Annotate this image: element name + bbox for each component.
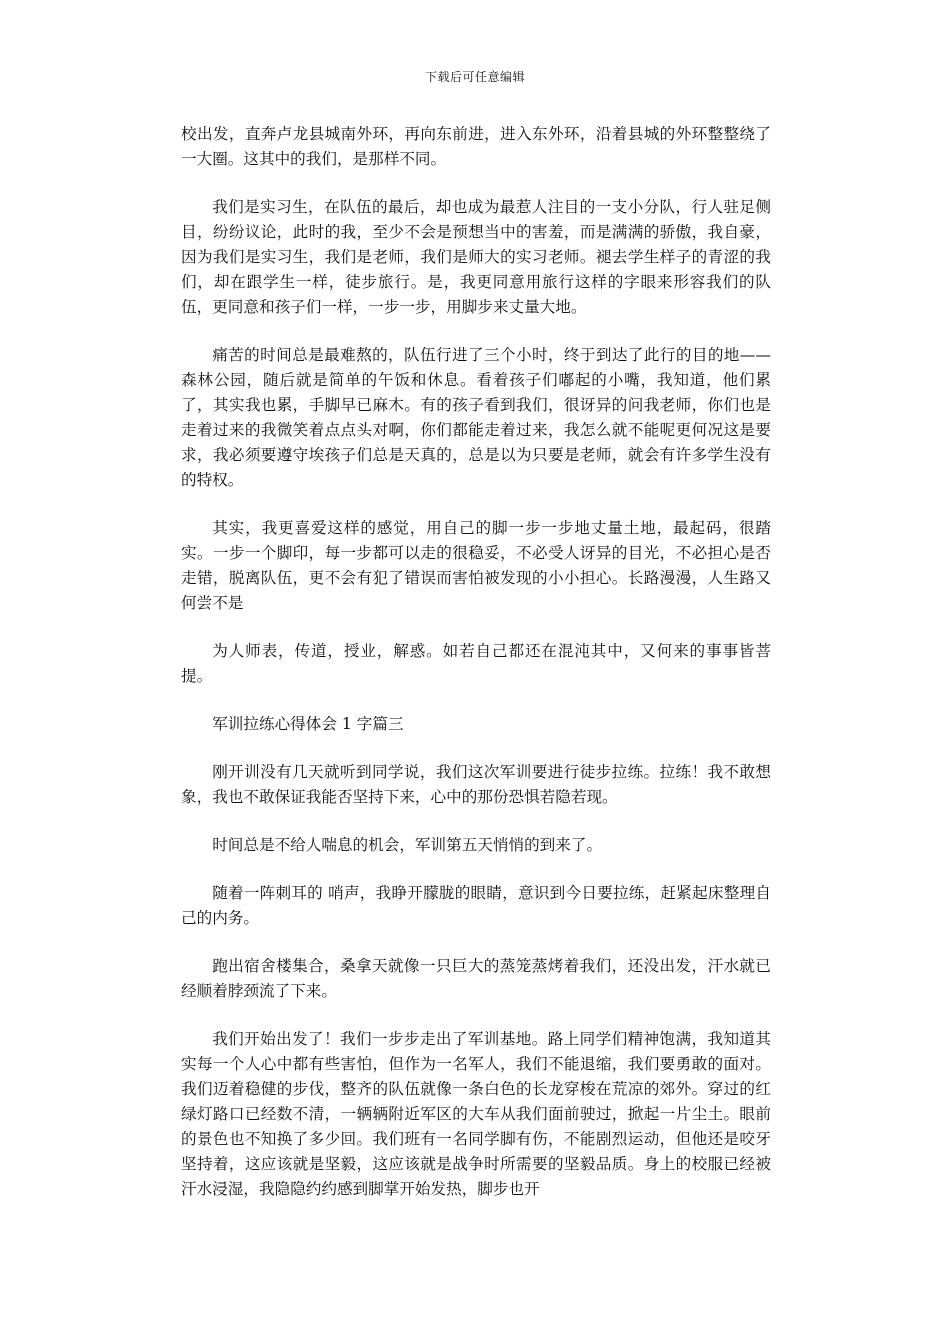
paragraph: 跑出宿舍楼集合，桑拿天就像一只巨大的蒸笼蒸烤着我们，还没出发，汗水就已经顺着脖颈流了下来。 xyxy=(181,957,771,1000)
section-heading: 军训拉练心得体会 1 字篇三 xyxy=(212,715,404,733)
paragraph: 随着一阵刺耳的 哨声，我睁开朦胧的眼睛，意识到今日要拉练，赶紧起床整理自己的内务。 xyxy=(181,884,771,927)
paragraph: 校出发，直奔卢龙县城南外环，再向东前进，进入东外环，沿着县城的外环整整绕了一大圈。这其中的我们，是那样不同。 xyxy=(181,125,771,168)
paragraph: 时间总是不给人喘息的机会，军训第五天悄悄的到来了。 xyxy=(212,836,603,854)
paragraph: 我们是实习生，在队伍的最后，却也成为最惹人注目的一支小分队，行人驻足侧目，纷纷议论，此时的我，至少不会是预想当中的害羞，而是满满的骄傲，我自豪，因为我们是实习生，我们是老师，我们是师大的实习老师。褪去学生样子的青涩的我们，却在跟学生一样，徒步旅行。是，我更同意用旅行这样的字眼来形容我们的队伍，更同意和孩子们一样，一步一步，用脚步来丈量大地。 xyxy=(181,198,771,316)
document-body xyxy=(181,122,771,1225)
paragraph: 其实，我更喜爱这样的感觉，用自己的脚一步一步地丈量土地，最起码，很踏实。一步一个脚印，每一步都可以走的很稳妥，不必受人讶异的目光，不必担心是否走错，脱离队伍，更不会有犯了错误而害怕被发现的小小担心。长路漫漫，人生路又何尝不是 xyxy=(181,519,771,612)
paragraph: 痛苦的时间总是最难熬的，队伍行进了三个小时，终于到达了此行的目的地——森林公园，随后就是简单的午饭和休息。看着孩子们嘟起的小嘴，我知道，他们累了，其实我也累，手脚早已麻木。有的孩子看到我们，很讶异的问我老师，你们也是走着过来的我微笑着点点头对啊，你们都能走着过来，我怎么就不能呢更何况这是要求，我必须要遵守埃孩子们总是天真的，总是以为只要是老师，就会有许多学生没有的特权。 xyxy=(181,346,771,489)
paragraph: 我们开始出发了！我们一步步走出了军训基地。路上同学们精神饱满，我知道其实每一个人心中都有些害怕，但作为一名军人，我们不能退缩，我们要勇敢的面对。我们迈着稳健的步伐，整齐的队伍就像一条白色的长龙穿梭在荒凉的郊外。穿过的红绿灯路口已经数不清，一辆辆附近军区的大车从我们面前驶过，掀起一片尘土。眼前的景色也不知换了多少回。我们班有一名同学脚有伤，不能剧烈运动，但他还是咬牙坚持着，这应该就是坚毅，这应该就是战争时所需要的坚毅品质。身上的校服已经被汗水浸湿，我隐隐约约感到脚掌开始发热，脚步也开 xyxy=(181,1030,771,1198)
paragraph: 为人师表，传道，授业，解惑。如若自己都还在混沌其中，又何来的事事皆菩提。 xyxy=(181,642,771,685)
header-note: 下载后可任意编辑 xyxy=(424,70,525,84)
paragraph: 刚开训没有几天就听到同学说，我们这次军训要进行徒步拉练。拉练！我不敢想象，我也不敢保证我能否坚持下来，心中的那份恐惧若隐若现。 xyxy=(181,763,771,806)
